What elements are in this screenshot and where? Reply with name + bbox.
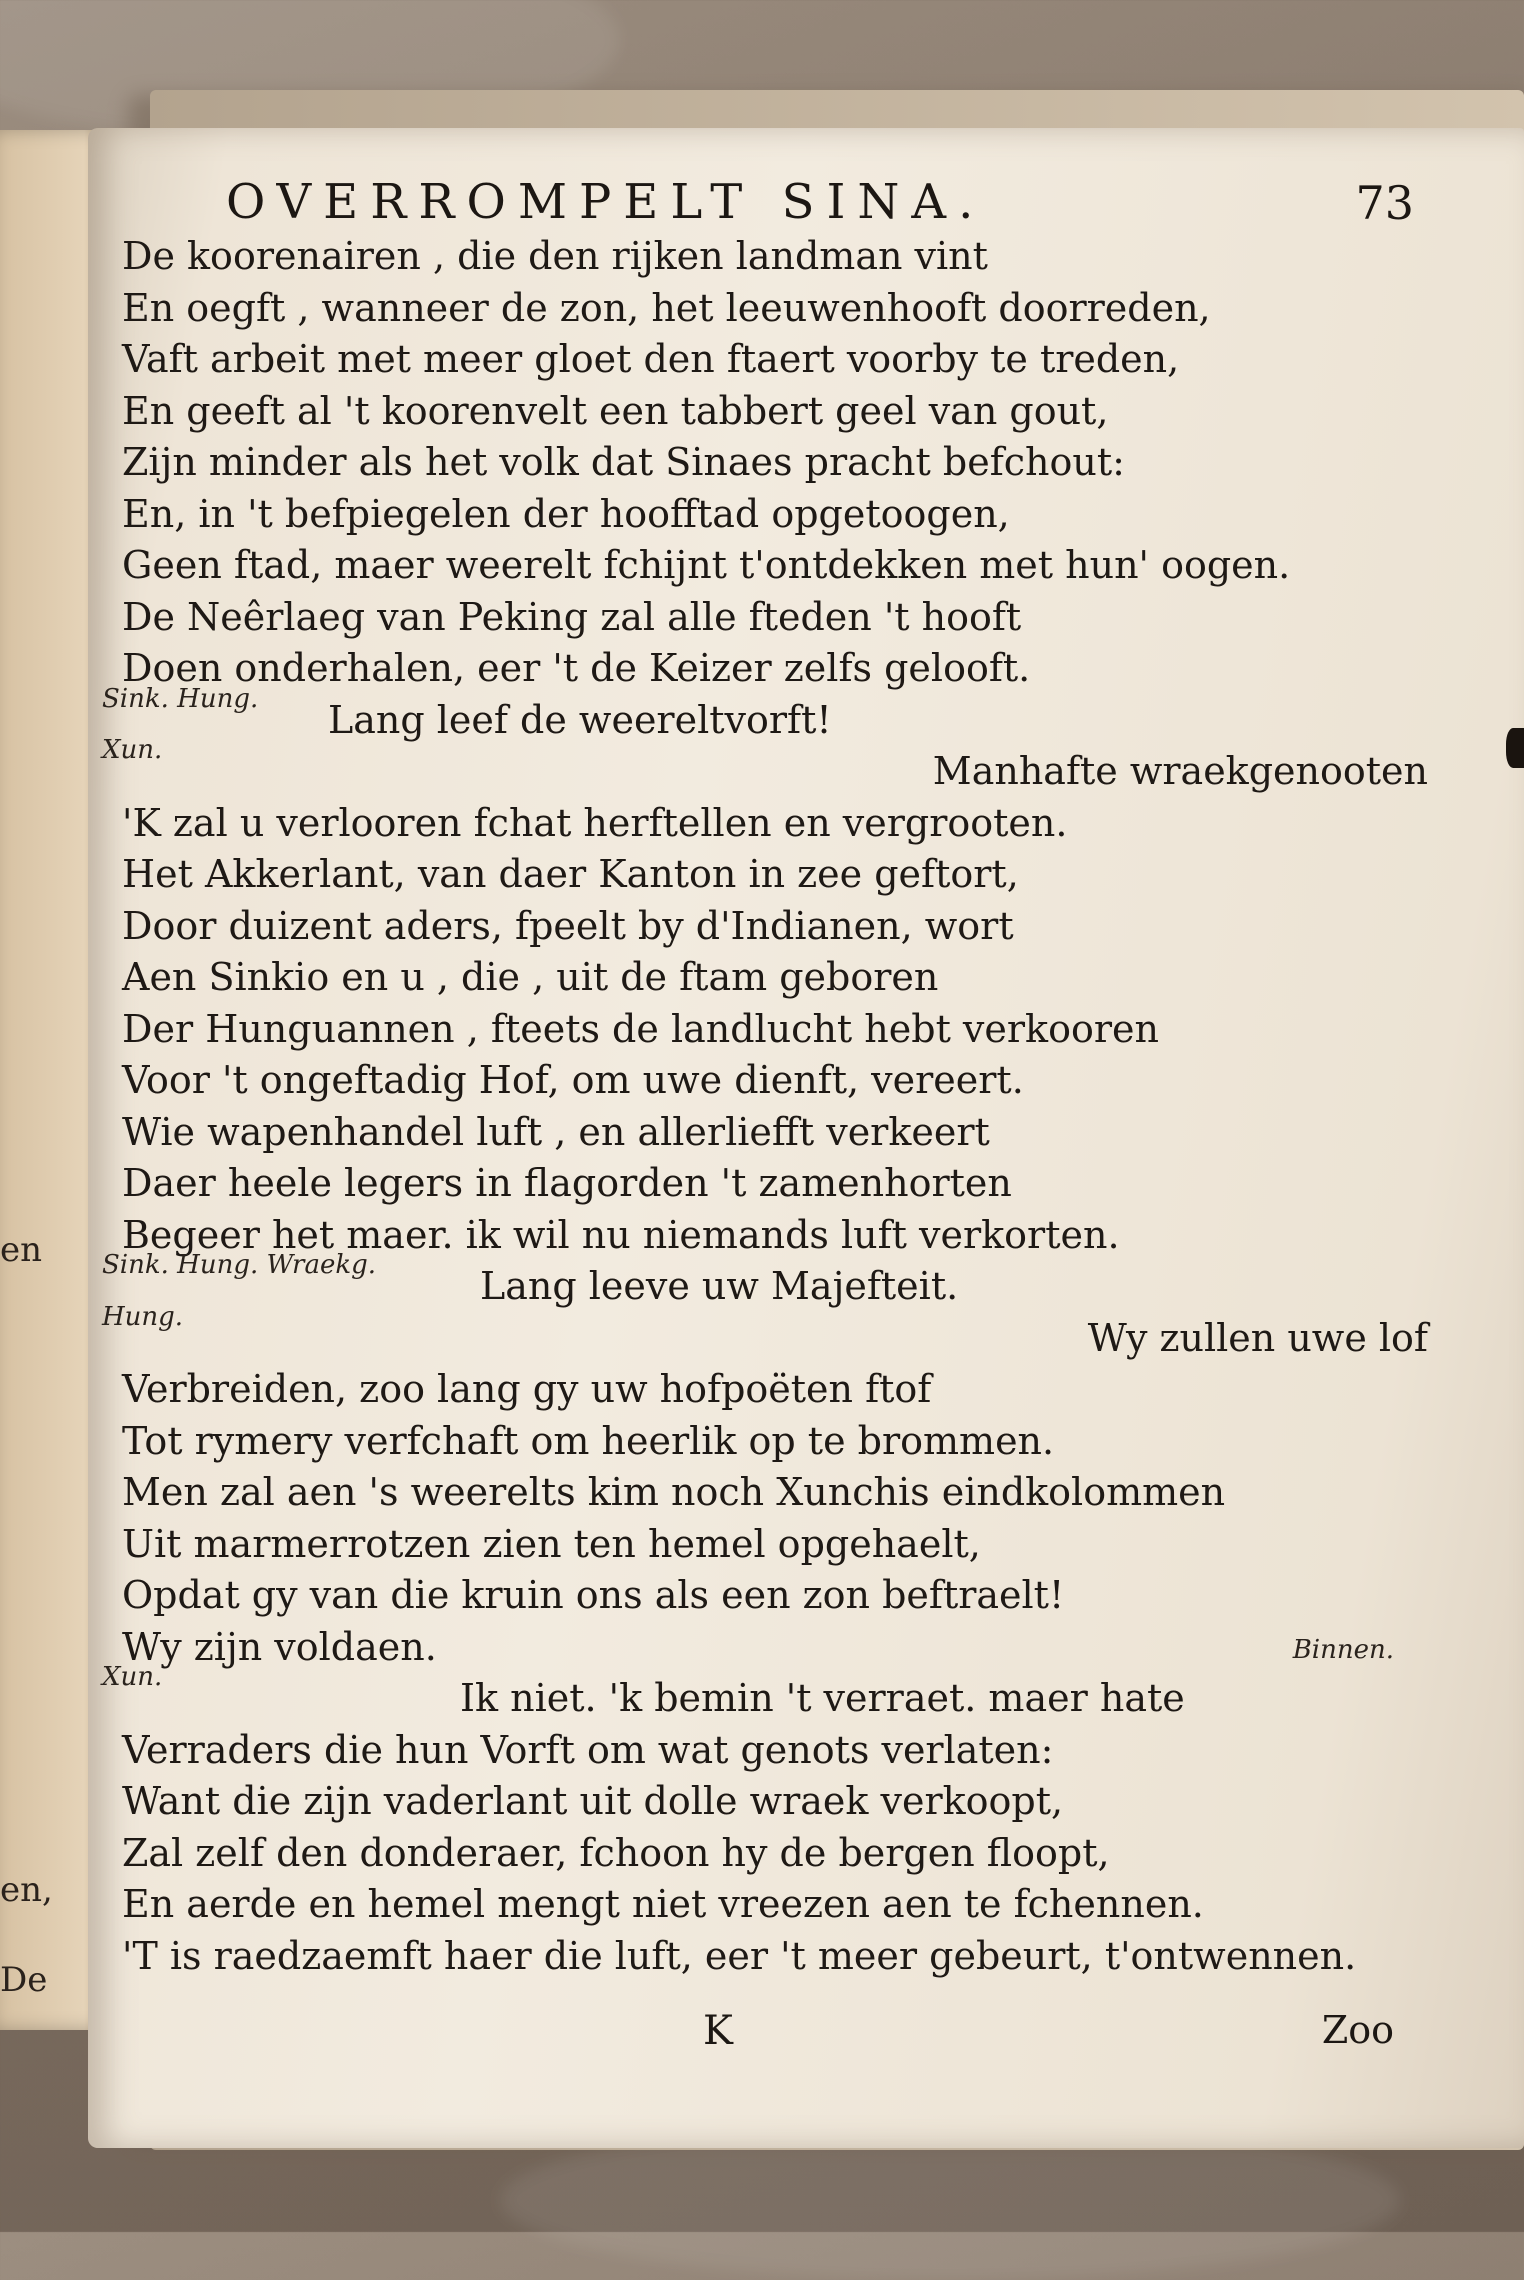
page-hole (1506, 728, 1524, 768)
verse-line: Uit marmerrotzen zien ten hemel opgehaelt, (122, 1521, 981, 1566)
verse-line: Men zal aen 's weerelts kim noch Xunchis eindkolommen (122, 1470, 1226, 1514)
facing-page-fragment: De (0, 1960, 48, 2000)
verse-line: Opdat gy van die kruin ons als een zon beftraelt! (122, 1573, 1065, 1617)
page-number: 73 (1355, 176, 1414, 230)
verse-line: Vaft arbeit met meer gloet den ftaert voorby te treden, (122, 337, 1180, 381)
verse-line: En, in 't befpiegelen der hoofftad opgetoogen, (122, 491, 1010, 536)
verse-line: Aen Sinkio en u , die , uit de ftam geboren (122, 955, 939, 999)
verse-line: Want die zijn vaderlant uit dolle wraek verkoopt, (122, 1779, 1064, 1823)
verse-line: Geen ftad, maer weerelt fchijnt t'ontdekken met hun' oogen. (122, 543, 1291, 587)
verse-line: Voor 't ongeftadig Hof, om uwe dienft, vereert. (122, 1058, 1024, 1102)
verse-line: 'K zal u verlooren fchat herftellen en vergrooten. (122, 800, 1068, 845)
verse-line: Wie wapenhandel luft , en allerliefft verkeert (122, 1109, 990, 1154)
verse-line: Zal zelf den donderaer, fchoon hy de bergen floopt, (122, 1830, 1110, 1875)
verse-line: Zijn minder als het volk dat Sinaes pracht befchout: (122, 440, 1125, 484)
running-title: OVERROMPELT SINA. (226, 174, 986, 230)
verse-line: Lang leef de weereltvorft! (328, 697, 832, 742)
catchword: Zoo (1321, 2008, 1394, 2052)
verse-line: Manhafte wraekgenooten (932, 749, 1428, 793)
verse-line: Het Akkerlant, van daer Kanton in zee geftort, (122, 852, 1019, 896)
verse-line: Der Hunguannen , fteets de landlucht hebt verkooren (122, 1006, 1159, 1051)
speaker-label: Xun. (102, 735, 163, 765)
verse-line: En aerde en hemel mengt niet vreezen aen te fchennen. (122, 1882, 1204, 1926)
signature-mark: K (703, 2008, 733, 2054)
speaker-label: Sink. Hung. Wraekg. (102, 1250, 377, 1280)
verse-line: De Neêrlaeg van Peking zal alle fteden 't hooft (122, 594, 1022, 639)
facing-page-fragment: en (0, 1230, 43, 1270)
verse-line: 'T is raedzaemft haer die luft, eer 't meer gebeurt, t'ontwennen. (122, 1933, 1357, 1978)
verse-line: Verbreiden, zoo lang gy uw hofpoëten ftof (122, 1367, 932, 1411)
stage-direction: Binnen. (1292, 1634, 1394, 1665)
speaker-label: Xun. (102, 1662, 163, 1692)
verse-line: Doen onderhalen, eer 't de Keizer zelfs gelooft. (122, 646, 1031, 690)
book-page (88, 128, 1524, 2148)
speaker-label: Sink. Hung. (102, 683, 259, 714)
verse-line: Door duizent aders, fpeelt by d'Indianen, wort (122, 903, 1014, 948)
speaker-label: Hung. (102, 1301, 184, 1332)
verse-line: De koorenairen , die den rijken landman vint (122, 234, 988, 278)
facing-page-fragment: en, (0, 1870, 53, 1910)
verse-line: En oegft , wanneer de zon, het leeuwenhooft doorreden, (122, 285, 1211, 330)
verse-line: Begeer het maer. ik wil nu niemands luft verkorten. (122, 1212, 1120, 1257)
verse-line: Ik niet. 'k bemin 't verraet. maer hate (460, 1676, 1185, 1720)
verse-line: Verraders die hun Vorft om wat genots verlaten: (122, 1727, 1054, 1772)
verse-line: Lang leeve uw Majefteit. (480, 1264, 959, 1308)
verse-line: Tot rymery verfchaft om heerlik op te brommen. (122, 1418, 1055, 1463)
verse-line: Wy zijn voldaen. (122, 1624, 437, 1669)
verse-line: Daer heele legers in flagorden 't zamenhorten (122, 1161, 1012, 1205)
verse-line: Wy zullen uwe lof (1087, 1315, 1428, 1360)
verse-line: En geeft al 't koorenvelt een tabbert geel van gout, (122, 388, 1109, 433)
page-footer (88, 2008, 1524, 2068)
